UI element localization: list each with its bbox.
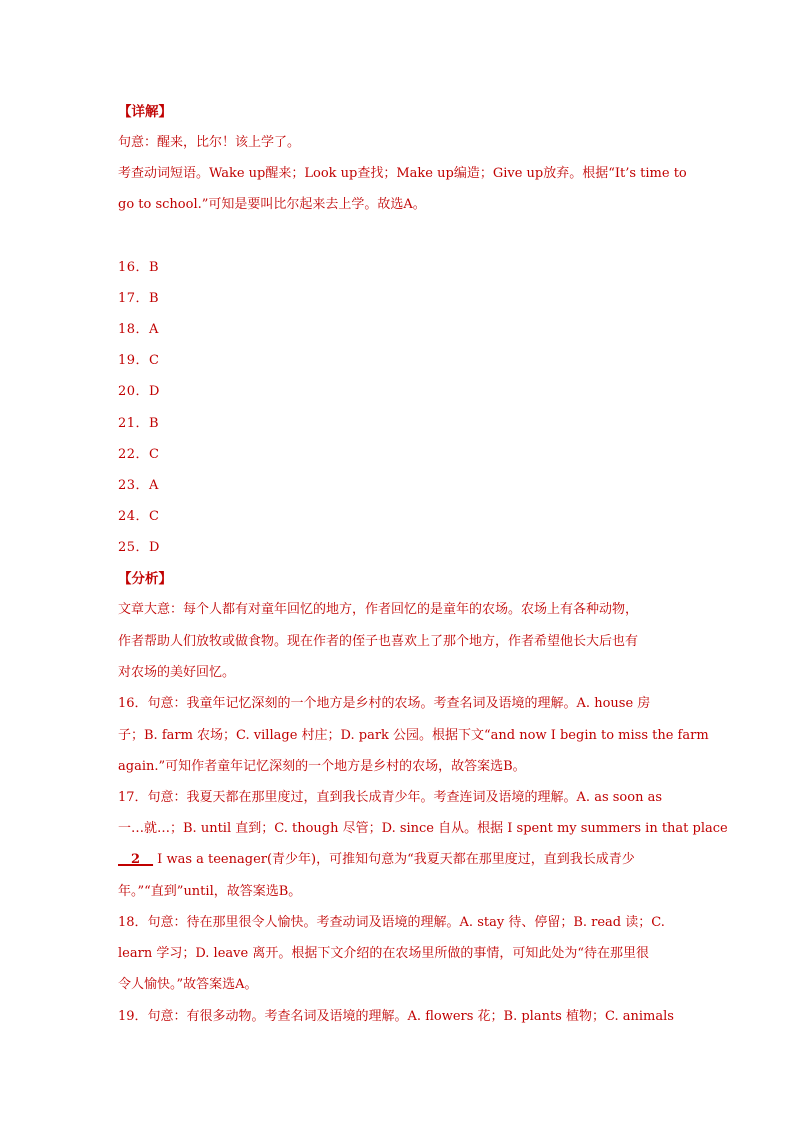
text-line: 19．句意：有很多动物。考查名词及语境的理解。A. flowers 花；B. plants 植物；C. animals (118, 1009, 674, 1024)
text-line: 一…就…；B. until 直到；C. though 尽管；D. since 自从。根据 I spent my summers in that place (118, 821, 728, 836)
blank-number: __2__ (118, 852, 154, 867)
text-line: 令人愉快。”故答案选A。 (118, 977, 258, 992)
blank-line-text: I was a teenager(青少年)，可推知句意为“我夏天都在那里度过，直到我长成青少 (153, 852, 635, 867)
answer-item: 21．B (118, 416, 160, 431)
answer-item: 18．A (118, 322, 159, 337)
text-line: 18．句意：待在那里很令人愉快。考查动词及语境的理解。A. stay 待、停留；B. read 读；C. (118, 915, 665, 930)
text-line: 考查动词短语。Wake up醒来；Look up查找；Make up编造；Give up放弃。根据“It’s time to (118, 166, 687, 181)
text-line: again.”可知作者童年记忆深刻的一个地方是乡村的农场，故答案选B。 (118, 759, 526, 774)
answer-item: 25．D (118, 540, 160, 555)
text-line: 16．句意：我童年记忆深刻的一个地方是乡村的农场。考查名词及语境的理解。A. house 房 (118, 696, 651, 711)
text-line: 文章大意：每个人都有对童年回忆的地方，作者回忆的是童年的农场。农场上有各种动物， (118, 602, 639, 617)
answer-item: 17．B (118, 291, 160, 306)
text-line: 句意：醒来，比尔！该上学了。 (118, 135, 301, 150)
answer-item: 19．C (118, 353, 160, 368)
text-line-with-blank (118, 850, 635, 870)
text-line: 作者帮助人们放牧或做食物。现在作者的侄子也喜欢上了那个地方，作者希望他长大后也有 (118, 634, 639, 649)
answer-item: 20．D (118, 384, 160, 399)
text-line: 17．句意：我夏天都在那里度过，直到我长成青少年。考查连词及语境的理解。A. as soon as (118, 790, 663, 805)
text-line: learn 学习；D. leave 离开。根据下文介绍的在农场里所做的事情，可知此处为“待在那里很 (118, 946, 649, 961)
answer-item: 16．B (118, 260, 160, 275)
text-line: go to school.”可知是要叫比尔起来去上学。故选A。 (118, 197, 426, 212)
section-heading-details: 【详解】 (118, 104, 172, 120)
text-line: 子；B. farm 农场；C. village 村庄；D. park 公园。根据下文“and now I begin to miss the farm (118, 728, 709, 743)
answer-item: 23．A (118, 478, 159, 493)
answer-item: 22．C (118, 447, 160, 462)
section-heading-analysis: 【分析】 (118, 571, 172, 587)
text-line: 年。”“直到”until，故答案选B。 (118, 884, 302, 899)
answer-item: 24．C (118, 509, 160, 524)
text-line: 对农场的美好回忆。 (118, 665, 236, 680)
